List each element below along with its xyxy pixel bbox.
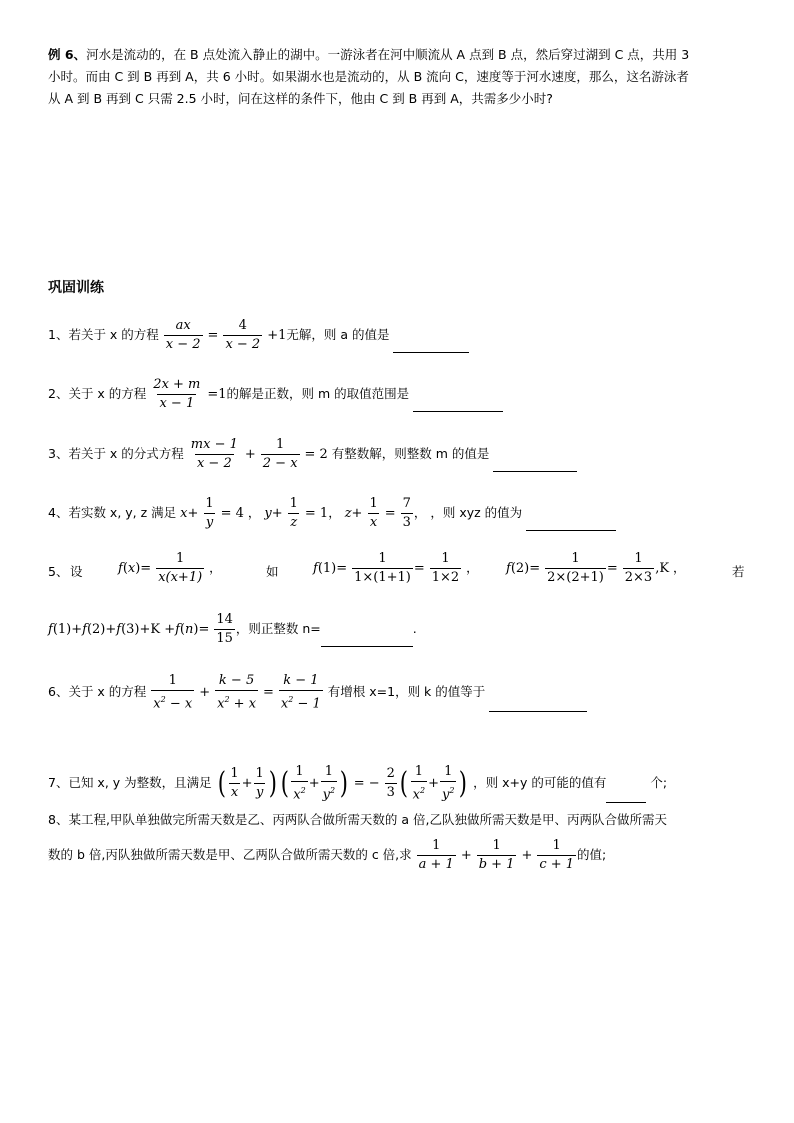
fraction: $\frac{1}{y}$ xyxy=(205,496,214,530)
fraction: $\frac{k - 1}{x^2 - 1}$ xyxy=(280,673,321,712)
problem-2: 2、关于 x 的方程 $\frac{2x + m}{x - 1}$ =1的解是正数，则 m 的取值范围是 xyxy=(48,377,503,412)
example-6-line-1: 例 6、河水是流动的，在 B 点处流入静止的湖中。一游泳者在河中顺流从 A 点到 B 点，然后穿过湖到 C 点，共用 3 xyxy=(48,47,690,62)
fraction: $\frac{4}{x - 2}$ xyxy=(225,318,261,352)
fraction: $\frac{1}{c + 1}$ xyxy=(539,838,575,872)
problem-3: 3、若关于 x 的分式方程 $\frac{mx - 1}{x - 2}$ + $\frac{1}{2 - x}$ = 2 有整数解，则整数 m 的值是 xyxy=(48,437,577,472)
fraction: $\frac{1}{y}$ xyxy=(255,766,264,801)
fraction: $\frac{2x + m}{x - 1}$ xyxy=(153,377,201,411)
fraction: $\frac{mx - 1}{x - 2}$ xyxy=(190,437,238,471)
problem-1: 1、若关于 x 的方程 $\frac{ax}{x - 2}$ = $\frac{4}{x - 2}$ +1无解，则 a 的值是 xyxy=(48,318,469,353)
fraction: $\frac{1}{b + 1}$ xyxy=(478,838,515,872)
example-6-line-3: 从 A 到 B 再到 C 只需 2.5 小时，问在这样的条件下，他由 C 到 B 再到 A，共需多少小时? xyxy=(48,91,553,106)
example-6 xyxy=(48,44,750,110)
fraction: $\frac{1}{x^2}$ xyxy=(412,764,426,803)
fraction: $\frac{2}{3}$ xyxy=(386,766,395,801)
fraction: $\frac{1}{1\times 2}$ xyxy=(431,551,460,585)
answer-blank[interactable] xyxy=(393,338,469,353)
fraction: $\frac{1}{x}$ xyxy=(369,496,378,530)
answer-blank[interactable] xyxy=(526,516,616,531)
fraction: $\frac{1}{x(x+1)}$ xyxy=(158,551,203,585)
section-title: 巩固训练 xyxy=(48,280,104,296)
answer-blank[interactable] xyxy=(606,788,646,803)
fraction: $\frac{1}{y^2}$ xyxy=(442,764,455,803)
fraction: $\frac{14}{15}$ xyxy=(216,612,233,646)
example-6-line-2: 小时。而由 C 到 B 再到 A，共 6 小时。如果湖水也是流动的，从 B 流向 C，速度等于河水速度，那么，这名游泳者 xyxy=(48,69,689,84)
fraction: $\frac{1}{1\times(1+1)}$ xyxy=(354,551,411,585)
problem-8-line-2: 数的 b 倍,丙队独做所需天数是甲、乙两队合做所需天数的 c 倍,求 $\frac{1}{a + 1}$ + $\frac{1}{b + 1}$ + $\frac{1}{c + 1}$ 的值; xyxy=(48,838,607,872)
fraction: $\frac{1}{y^2}$ xyxy=(322,764,336,803)
fraction: $\frac{7}{3}$ xyxy=(402,496,411,530)
fraction: $\frac{ax}{x - 2}$ xyxy=(165,318,201,352)
answer-blank[interactable] xyxy=(413,397,503,412)
fraction: $\frac{1}{a + 1}$ xyxy=(418,838,454,872)
fraction: $\frac{1}{2\times(2+1)}$ xyxy=(547,551,604,585)
fraction: $\frac{1}{z}$ xyxy=(289,496,298,530)
fraction: $\frac{1}{2\times 3}$ xyxy=(624,551,653,585)
fraction: $\frac{1}{x^2 - x}$ xyxy=(153,673,193,712)
fraction: $\frac{1}{x}$ xyxy=(230,766,239,801)
problem-4: 4、若实数 x, y, z 满足 x+ $\frac{1}{y}$ = 4 ， y+ $\frac{1}{z}$ = 1， z+ $\frac{1}{x}$ = $\frac{7}{3}$ ， ，则 xyz 的值为 xyxy=(48,496,616,531)
fraction: $\frac{1}{2 - x}$ xyxy=(262,437,298,471)
fraction: $\frac{k - 5}{x^2 + x}$ xyxy=(217,673,257,712)
example-6-label: 例 6、 xyxy=(48,47,87,62)
answer-blank[interactable] xyxy=(493,457,577,472)
answer-blank[interactable] xyxy=(321,632,413,647)
fraction: $\frac{1}{x^2}$ xyxy=(293,764,306,803)
problem-6: 6、关于 x 的方程 $\frac{1}{x^2 - x}$ + $\frac{k - 5}{x^2 + x}$ = $\frac{k - 1}{x^2 - 1}$ 有增根 x=1，则 k 的值等于 xyxy=(48,673,587,712)
problem-8-line-1: 8、某工程,甲队单独做完所需天数是乙、丙两队合做所需天数的 a 倍,乙队独做所需天数是甲、丙两队合做所需天 xyxy=(48,812,668,827)
problem-7: 7、已知 x, y 为整数，且满足 ( $\frac{1}{x}$ + $\frac{1}{y}$ ) ( $\frac{1}{x^2}$ + $\frac{1}{y^2}$ ) = − $\frac{2}{3}$ ( $\frac{1}{x^2}$ + $\frac{1}{y^2}$ ) ，则 x+y 的可能的值有 个; xyxy=(48,764,668,803)
problem-5-line-2: f(1)+f(2)+f(3)+K +f(n)= $\frac{14}{15}$ ，则正整数 n= . xyxy=(48,612,417,646)
answer-blank[interactable] xyxy=(489,697,587,712)
